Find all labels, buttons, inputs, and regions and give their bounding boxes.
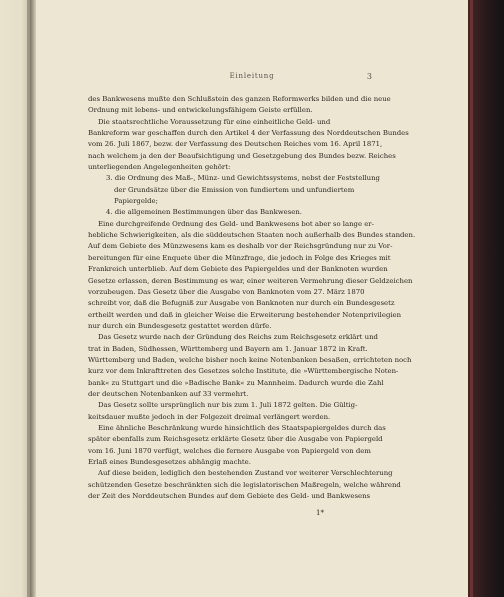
text-line: Eine durchgreifende Ordnung des Geld- und Bankwesens bot aber so lange er- — [98, 219, 374, 228]
text-line: Bankreform war geschaffen durch den Artikel 4 der Verfassung des Norddeutschen Bundes — [88, 129, 409, 138]
list-item-continuation: Papiergelde; — [114, 197, 158, 206]
text-line: der Zeit des Norddeutschen Bundes auf dem Gebiete des Geld- und Bankwesens — [88, 492, 371, 501]
text-line: nur durch ein Bundesgesetz gestattet werden dürfe. — [88, 321, 272, 330]
text-line: trat in Baden, Südhessen, Württemberg und Bayern am 1. Januar 1872 in Kraft. — [88, 344, 368, 353]
text-line: ertheilt werden und daß in gleicher Weise die Erweiterung bestehender Notenprivilegien — [88, 310, 402, 319]
book-page — [36, 0, 468, 597]
text-line: Württemberg und Baden, welche bisher noch keine Notenbanken besaßen, errichteten noch — [88, 355, 412, 364]
signature-mark: 1* — [316, 509, 324, 517]
text-line: Erlaß eines Bundesgesetzes abhängig machte. — [88, 458, 251, 466]
running-head — [36, 72, 468, 84]
text-line: Das Gesetz sollte ursprünglich nur bis zum 1. Juli 1872 gelten. Die Gültig- — [98, 401, 358, 410]
text-line: Das Gesetz wurde nach der Gründung des Reichs zum Reichsgesetz erklärt und — [98, 333, 378, 342]
text-line: Auf dem Gebiete des Münzwesens kam es deshalb vor der Reichsgründung nur zu Vor- — [88, 242, 393, 251]
text-line: schützenden Gesetze beschränkten sich die legislatorischen Maßregeln, welche während — [88, 480, 401, 489]
text-line: Die staatsrechtliche Voraussetzung für eine einheitliche Geld- und — [98, 117, 331, 126]
text-line: des Bankwesens mußte den Schlußstein des ganzen Reformwerks bilden und die neue — [88, 95, 391, 103]
page-number: 3 — [366, 72, 372, 81]
running-head-title: Einleitung — [229, 72, 275, 80]
text-line: hebliche Schwierigkeiten, als die süddeutschen Staaten noch außerhalb des Bundes standen. — [88, 231, 416, 240]
text-line: später ebenfalls zum Reichsgesetz erklärte Gesetz über die Ausgabe von Papiergeld — [88, 435, 383, 444]
text-line: Gesetze erlassen, deren Bestimmung es war, einer weiteren Vermehrung dieser Geldzeichen — [88, 276, 413, 285]
text-line: nach welchem ja den der Beaufsichtigung und Gesetzgebung des Bundes bezw. Reiches — [88, 151, 396, 160]
list-item: 3. die Ordnung des Maß-, Münz- und Gewichtssystems, nebst der Feststellung — [106, 174, 380, 183]
text-line: unterliegenden Angelegenheiten gehört: — [88, 163, 231, 172]
text-line: vorzubeugen. Das Gesetz über die Ausgabe von Banknoten vom 27. März 1870 — [88, 287, 365, 296]
list-item-continuation: der Grundsätze über die Emission von fundiertem und unfundiertem — [114, 185, 355, 194]
list-item: 4. die allgemeinen Bestimmungen über das Bankwesen. — [106, 208, 302, 217]
text-line: Auf diese beiden, lediglich den bestehenden Zustand vor weiterer Verschlechterung — [98, 469, 393, 478]
text-line: kurz vor dem Inkrafttreten des Gesetzes solche Institute, die »Württembergische Noten- — [88, 367, 399, 376]
body-text — [88, 94, 416, 502]
text-line: vom 26. Juli 1867, bezw. der Verfassung des Deutschen Reiches vom 16. April 1871, — [88, 140, 383, 149]
text-line: schreibt vor, daß die Befugniß zur Ausgabe von Banknoten nur durch ein Bundesgesetz — [88, 299, 395, 308]
text-line: der deutschen Notenbanken auf 33 vermehrt. — [88, 389, 249, 398]
left-page-edge — [0, 0, 30, 597]
text-line: bereitungen für eine Enquete über die Münzfrage, die jedoch in Folge des Krieges mit — [88, 253, 391, 262]
text-line: Frankreich unterblieb. Auf dem Gebiete des Papiergeldes und der Banknoten wurden — [88, 265, 388, 274]
text-line: bank« zu Stuttgart und die »Badische Bank« zu Mannheim. Dadurch wurde die Zahl — [88, 378, 384, 387]
text-line: vom 16. Juni 1870 verfügt, welches die fernere Ausgabe von Papiergeld von dem — [88, 446, 371, 455]
text-line: Ordnung mit lebens- und entwickelungsfähigem Geiste erfüllen. — [88, 106, 313, 115]
book-cover-edge — [468, 0, 504, 597]
text-line: keitsdauer mußte jedoch in der Folgezeit dreimal verlängert werden. — [88, 412, 331, 421]
text-line: Eine ähnliche Beschränkung wurde hinsichtlich des Staatspapiergeldes durch das — [98, 423, 386, 432]
